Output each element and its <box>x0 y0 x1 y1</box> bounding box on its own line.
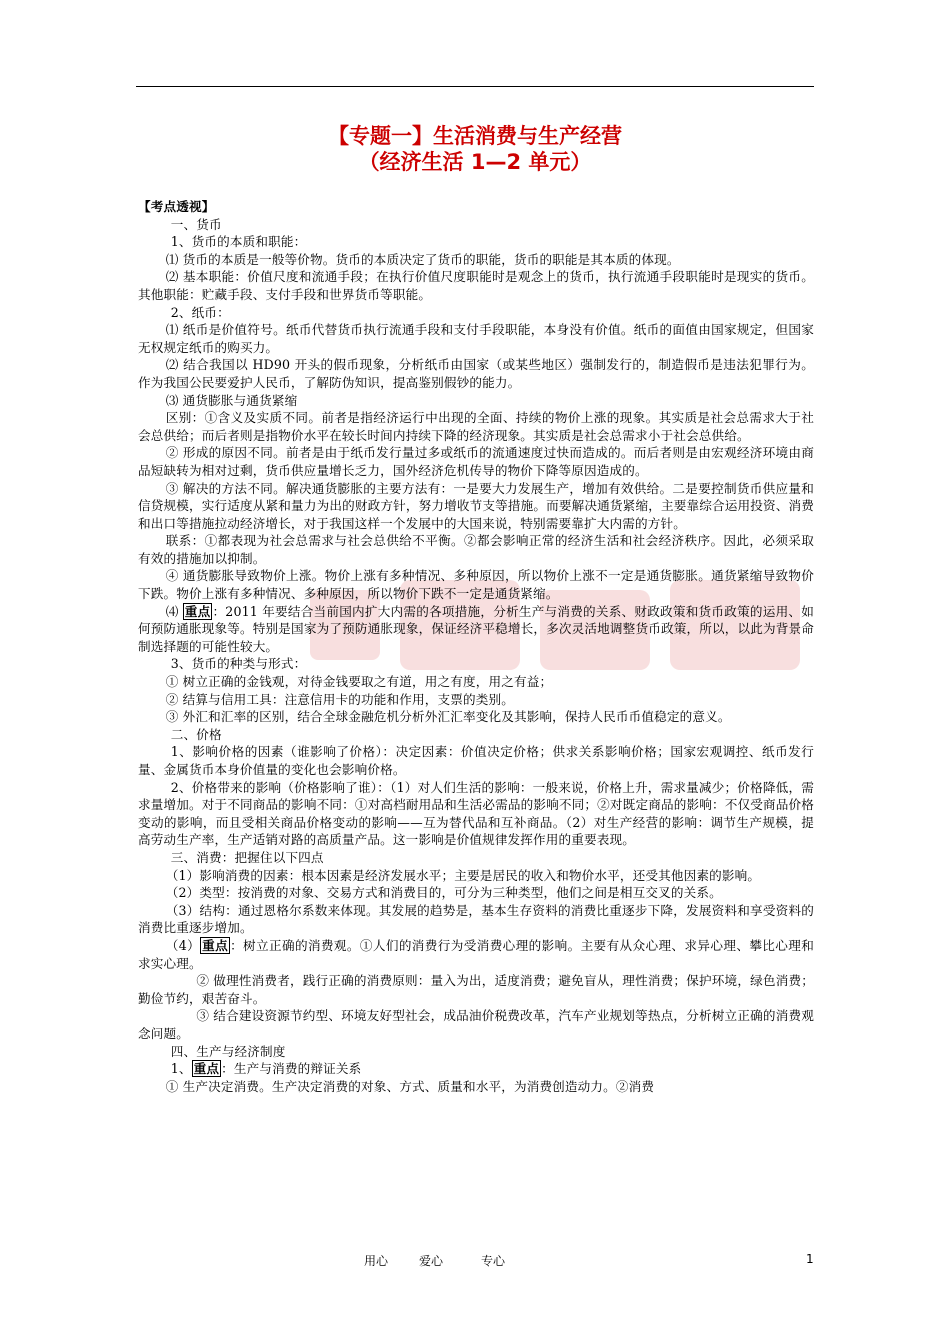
paragraph <box>138 1078 814 1096</box>
paragraph-text: 四、生产与经济制度 <box>170 1043 286 1059</box>
paragraph <box>138 902 814 937</box>
page-number: 1 <box>806 1252 814 1266</box>
paragraph-prefix: （4） <box>165 937 201 953</box>
footer-text-2: 爱心 <box>419 1254 444 1268</box>
paragraph <box>138 409 814 444</box>
paragraph <box>138 867 814 885</box>
paragraph <box>138 708 814 726</box>
paragraph-text: 1、货币的本质和职能： <box>170 234 307 250</box>
paragraph <box>138 268 814 303</box>
paragraph-text: ③ 解决的方法不同。解决通货膨胀的主要方法有：一是要大力发展生产，增加有效供给。二是要控制货币供应量和信贷规模，实行适度从紧和量力为出的财政方针，努力增收节支等措施。而要解决通货紧缩，主要靠综合运用投资、消费和出口等措施拉动经济增长，对于我国这样一个发展中的大国来说，特别需要靠扩大内需的方针。 <box>138 480 814 531</box>
paragraph-text: ③ 结合建设资源节约型、环境友好型社会，成品油价税费改革，汽车产业规划等热点，分析树立正确的消费观念问题。 <box>138 1008 814 1041</box>
paragraph-text: 二、价格 <box>170 726 222 742</box>
paragraph-text: ⑴ 货币的本质是一般等价物。货币的本质决定了货币的职能，货币的职能是其本质的体现。 <box>165 251 680 267</box>
paragraph-text: ：树立正确的消费观。①人们的消费行为受消费心理的影响。主要有从众心理、求异心理、攀比心理和求实心理。 <box>138 937 814 971</box>
paragraph-text: （2）类型：按消费的对象、交易方式和消费目的，可分为三种类型，他们之间是相互交叉的关系。 <box>165 885 722 901</box>
footer-text-3: 专心 <box>481 1254 506 1268</box>
paragraph-text: ⑶ 通货膨胀与通货紧缩 <box>165 392 298 408</box>
paragraph-text: ⑴ 纸币是价值符号。纸币代替货币执行流通手段和支付手段职能，本身没有价值。纸币的面值由国家规定，但国家无权规定纸币的购买力。 <box>138 322 814 355</box>
paragraph <box>138 603 814 656</box>
paragraph <box>138 216 814 234</box>
paragraph-text: ① 树立正确的金钱观，对待金钱要取之有道，用之有度，用之有益； <box>165 674 553 690</box>
paragraph-text: ⑵ 基本职能：价值尺度和流通手段；在执行价值尺度职能时是观念上的货币，执行流通手段职能时是现实的货币。其他职能：贮藏手段、支付手段和世界货币等职能。 <box>138 269 814 302</box>
paragraph <box>138 673 814 691</box>
paragraph <box>138 321 814 356</box>
paragraph <box>138 937 814 972</box>
paragraph-text: ③ 外汇和汇率的区别，结合全球金融危机分析外汇汇率变化及其影响，保持人民币币值稳定的意义。 <box>165 709 731 725</box>
paragraph <box>138 567 814 602</box>
paragraph-text: 2、纸币： <box>170 304 230 320</box>
paragraph-text: 区别：①含义及实质不同。前者是指经济运行中出现的全面、持续的物价上涨的现象。其实质是社会总需求大于社会总供给；而后者则是指物价水平在较长时间内持续下降的经济现象。其实质是社会总需求小于社会总供给。 <box>138 410 814 443</box>
page-title: 【专题一】生活消费与生产经营 <box>328 124 622 148</box>
header-rule <box>136 86 814 87</box>
key-point-badge: 重点 <box>184 603 211 619</box>
paragraph-prefix: ⑷ <box>165 603 183 619</box>
paragraph-text: ② 结算与信用工具：注意信用卡的功能和作用，支票的类别。 <box>165 691 514 707</box>
paragraph <box>138 233 814 251</box>
paragraph <box>138 251 814 269</box>
paragraph-prefix: 1、 <box>170 1061 192 1077</box>
paragraph <box>138 655 814 673</box>
paragraph <box>138 444 814 479</box>
paragraph-text: 3、货币的种类与形式： <box>170 656 307 672</box>
paragraph <box>138 1007 814 1042</box>
paragraph-text: 三、消费：把握住以下四点 <box>170 849 324 865</box>
paragraph-text: ② 形成的原因不同。前者是由于纸币发行量过多或纸币的流通速度过快而造成的。而后者则是由宏观经济环境由商品短缺转为相对过剩，货币供应量增长乏力，国外经济危机传导的物价下降等原因造成的。 <box>138 445 814 478</box>
paragraph <box>138 304 814 322</box>
paragraph <box>138 480 814 533</box>
paragraph-text: ② 做理性消费者，践行正确的消费原则：量入为出，适度消费；避免盲从，理性消费；保护环境，绿色消费；勤俭节约，艰苦奋斗。 <box>138 973 814 1006</box>
section-label: 【考点透视】 <box>138 199 215 214</box>
paragraph <box>138 972 814 1007</box>
paragraph <box>138 392 814 410</box>
paragraph <box>138 691 814 709</box>
paragraph-text: ⑵ 结合我国以 HD90 开头的假币现象，分析纸币由国家（或某些地区）强制发行的，制造假币是违法犯罪行为。作为我国公民要爱护人民币，了解防伪知识，提高鉴别假钞的能力。 <box>138 357 814 390</box>
paragraph-text: ：生产与消费的辩证关系 <box>221 1061 362 1077</box>
paragraph <box>138 1060 814 1078</box>
paragraph <box>138 726 814 744</box>
paragraph-text: 联系：①都表现为社会总需求与社会总供给不平衡。②都会影响正常的经济生活和社会经济秩序。因此，必须采取有效的措施加以抑制。 <box>138 533 814 566</box>
key-point-badge: 重点 <box>202 937 229 953</box>
key-point-badge: 重点 <box>193 1061 220 1077</box>
paragraph <box>138 884 814 902</box>
paragraph <box>138 1043 814 1061</box>
document-body <box>138 198 814 1095</box>
paragraph-text: （3）结构：通过恩格尔系数来体现。其发展的趋势是，基本生存资料的消费比重逐步下降，发展资料和享受资料的消费比重逐步增加。 <box>138 902 814 936</box>
paragraph-text: 1、影响价格的因素（谁影响了价格）：决定因素：价值决定价格；供求关系影响价格；国家宏观调控、纸币发行量、金属货币本身价值量的变化也会影响价格。 <box>138 744 814 777</box>
paragraph-text: ① 生产决定消费。生产决定消费的对象、方式、质量和水平，为消费创造动力。②消费 <box>165 1078 655 1094</box>
footer-text-1: 用心 <box>364 1254 389 1268</box>
paragraph-text: （1）影响消费的因素：根本因素是经济发展水平；主要是居民的收入和物价水平，还受其他因素的影响。 <box>165 867 761 883</box>
paragraph-text: 2、价格带来的影响（价格影响了谁）：（1）对人们生活的影响：一般来说，价格上升，需求量减少；价格降低，需求量增加。对于不同商品的影响不同：①对高档耐用品和生活必需品的影响不同；②对既定商品的影响：不仅受商品价格变动的影响，而且受相关商品价格变动的影响——互为替代品和互补商品。（2）对生产经营的影响：调节生产规模，提高劳动生产率，生产适销对路的高质量产品。这一影响是价值规律发挥作用的重要表现。 <box>138 779 814 848</box>
page-subtitle: （经济生活 1—2 单元） <box>358 150 592 174</box>
paragraph-list <box>138 216 814 1096</box>
paragraph <box>138 743 814 778</box>
paragraph-text: 一、货币 <box>170 216 222 232</box>
paragraph <box>138 532 814 567</box>
paragraph-text: ：2011 年要结合当前国内扩大内需的各项措施，分析生产与消费的关系、财政政策和货币政策的运用、如何预防通胀现象等。特别是国家为了预防通胀现象，保证经济平稳增长，多次灵活地调整货币政策，所以，以此为背景命制选择题的可能性较大。 <box>138 603 814 654</box>
paragraph-text: ④ 通货膨胀导致物价上涨。物价上涨有多种情况、多种原因，所以物价上涨不一定是通货膨胀。通货紧缩导致物价下跌。物价上涨有多种情况、多种原因，所以物价下跌不一定是通货紧缩。 <box>138 568 814 602</box>
paragraph <box>138 849 814 867</box>
paragraph <box>138 356 814 391</box>
paragraph <box>138 779 814 849</box>
